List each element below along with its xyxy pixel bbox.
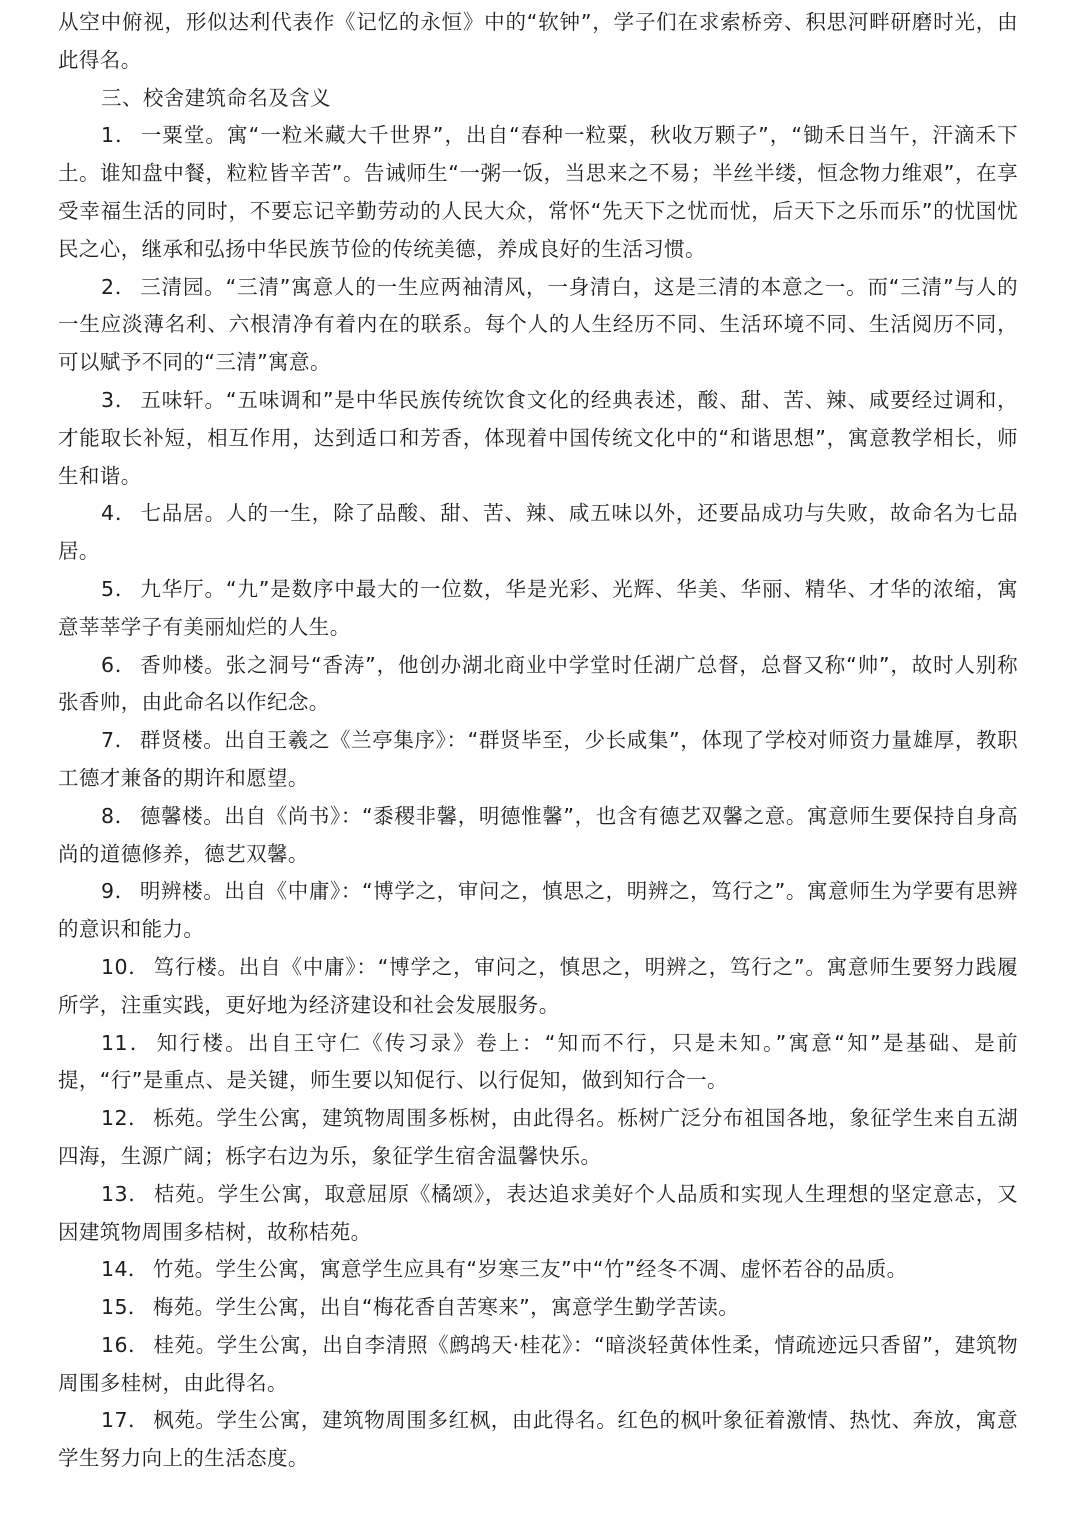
item-number: 6．	[101, 652, 137, 677]
list-item	[58, 798, 1018, 874]
list-item	[58, 117, 1018, 268]
item-text: 德馨楼。出自《尚书》：“黍稷非馨，明德惟馨”，也含有德艺双馨之意。寓意师生要保持自身高尚的道德修养，德艺双馨。	[58, 803, 1018, 866]
list-item	[58, 1025, 1018, 1101]
item-number: 15．	[101, 1295, 149, 1320]
list-item	[58, 873, 1018, 949]
item-number: 13．	[101, 1181, 150, 1206]
item-number: 16．	[101, 1332, 150, 1357]
item-text: 香帅楼。张之洞号“香涛”，他创办湖北商业中学堂时任湖广总督，总督又称“帅”，故时人别称张香帅，由此命名以作纪念。	[58, 652, 1018, 715]
item-number: 7．	[101, 728, 136, 753]
item-number: 11．	[101, 1030, 153, 1055]
list-item	[58, 1289, 1018, 1327]
item-number: 4．	[101, 501, 137, 526]
item-text: 群贤楼。出自王羲之《兰亭集序》：“群贤毕至，少长咸集”，体现了学校对师资力量雄厚，教职工德才兼备的期许和愿望。	[58, 728, 1018, 790]
list-item	[58, 647, 1018, 723]
list-item	[58, 571, 1018, 647]
item-text: 栎苑。学生公寓，建筑物周围多栎树，由此得名。栎树广泛分布祖国各地，象征学生来自五湖四海，生源广阔；栎字右边为乐，象征学生宿舍温馨快乐。	[58, 1106, 1018, 1168]
list-item	[58, 1176, 1018, 1252]
item-number: 10．	[101, 954, 150, 979]
section-heading: 三、校舍建筑命名及含义	[101, 85, 331, 110]
item-number: 17．	[101, 1408, 150, 1433]
item-number: 14．	[101, 1257, 149, 1282]
list-item	[58, 1327, 1018, 1403]
item-text: 笃行楼。出自《中庸》：“博学之，审问之，慎思之，明辨之，笃行之”。寓意师生要努力践履所学，注重实践，更好地为经济建设和社会发展服务。	[58, 954, 1018, 1017]
item-text: 一粟堂。寓“一粒米藏大千世界”，出自“春种一粒粟，秋收万颗子”，“锄禾日当午，汗滴禾下土。谁知盘中餐，粒粒皆辛苦”。告诫师生“一粥一饭，当思来之不易；半丝半缕，恒念物力维艰”，在享受幸福生活的同时，不要忘记辛勤劳动的人民大众，常怀“先天下之忧而忧，后天下之乐而乐”的忧国忧民之心，继承和弘扬中华民族节俭的传统美德，养成良好的生活习惯。	[58, 123, 1018, 261]
item-text: 九华厅。“九”是数序中最大的一位数，华是光彩、光辉、华美、华丽、精华、才华的浓缩，寓意莘莘学子有美丽灿烂的人生。	[58, 576, 1019, 639]
list-item	[58, 722, 1018, 798]
item-text: 七品居。人的一生，除了品酸、甜、苦、辣、咸五味以外，还要品成功与失败，故命名为七品居。	[58, 501, 1019, 564]
item-text: 五味轩。“五味调和”是中华民族传统饮食文化的经典表述，酸、甜、苦、辣、咸要经过调和，才能取长补短，相互作用，达到适口和芳香，体现着中国传统文化中的“和谐思想”，寓意教学相长，师生和谐。	[58, 387, 1019, 488]
list-item	[58, 269, 1018, 382]
list-item	[58, 1100, 1018, 1176]
item-number: 5．	[101, 576, 137, 601]
list-item	[58, 1402, 1018, 1478]
item-number: 9．	[101, 879, 136, 904]
item-text: 明辨楼。出自《中庸》：“博学之，审问之，慎思之，明辨之，笃行之”。寓意师生为学要有思辨的意识和能力。	[58, 879, 1018, 942]
item-number: 8．	[101, 803, 136, 828]
item-number: 2．	[101, 274, 137, 299]
item-text: 三清园。“三清”寓意人的一生应两袖清风，一身清白，这是三清的本意之一。而“三清”与人的一生应淡薄名利、六根清净有着内在的联系。每个人的人生经历不同、生活环境不同、生活阅历不同，可以赋予不同的“三清”寓意。	[58, 274, 1018, 375]
item-text: 桂苑。学生公寓，出自李清照《鹧鸪天·桂花》：“暗淡轻黄体性柔，情疏迹远只香留”，建筑物周围多桂树，由此得名。	[58, 1332, 1018, 1395]
item-text: 竹苑。学生公寓，寓意学生应具有“岁寒三友”中“竹”经冬不凋、虚怀若谷的品质。	[152, 1257, 908, 1282]
item-text: 梅苑。学生公寓，出自“梅花香自苦寒来”，寓意学生勤学苦读。	[152, 1295, 740, 1320]
item-number: 12．	[101, 1106, 150, 1131]
item-number: 3．	[101, 387, 137, 412]
item-number: 1．	[101, 123, 137, 148]
list-item	[58, 382, 1018, 495]
item-text: 桔苑。学生公寓，取意屈原《橘颂》，表达追求美好个人品质和实现人生理想的坚定意志，又因建筑物周围多桔树，故称桔苑。	[58, 1181, 1018, 1244]
item-text: 枫苑。学生公寓，建筑物周围多红枫，由此得名。红色的枫叶象征着激情、热忱、奔放，寓意学生努力向上的生活态度。	[58, 1408, 1018, 1471]
item-text: 知行楼。出自王守仁《传习录》卷上：“知而不行，只是未知。”寓意“知”是基础、是前提，“行”是重点、是关键，师生要以知促行、以行促知，做到知行合一。	[58, 1030, 1018, 1093]
intro-paragraph: 从空中俯视，形似达利代表作《记忆的永恒》中的“软钟”，学子们在求索桥旁、积思河畔研磨时光，由此得名。	[58, 10, 1018, 72]
list-item	[58, 1251, 1018, 1289]
list-item	[58, 495, 1018, 571]
list-item	[58, 949, 1018, 1025]
